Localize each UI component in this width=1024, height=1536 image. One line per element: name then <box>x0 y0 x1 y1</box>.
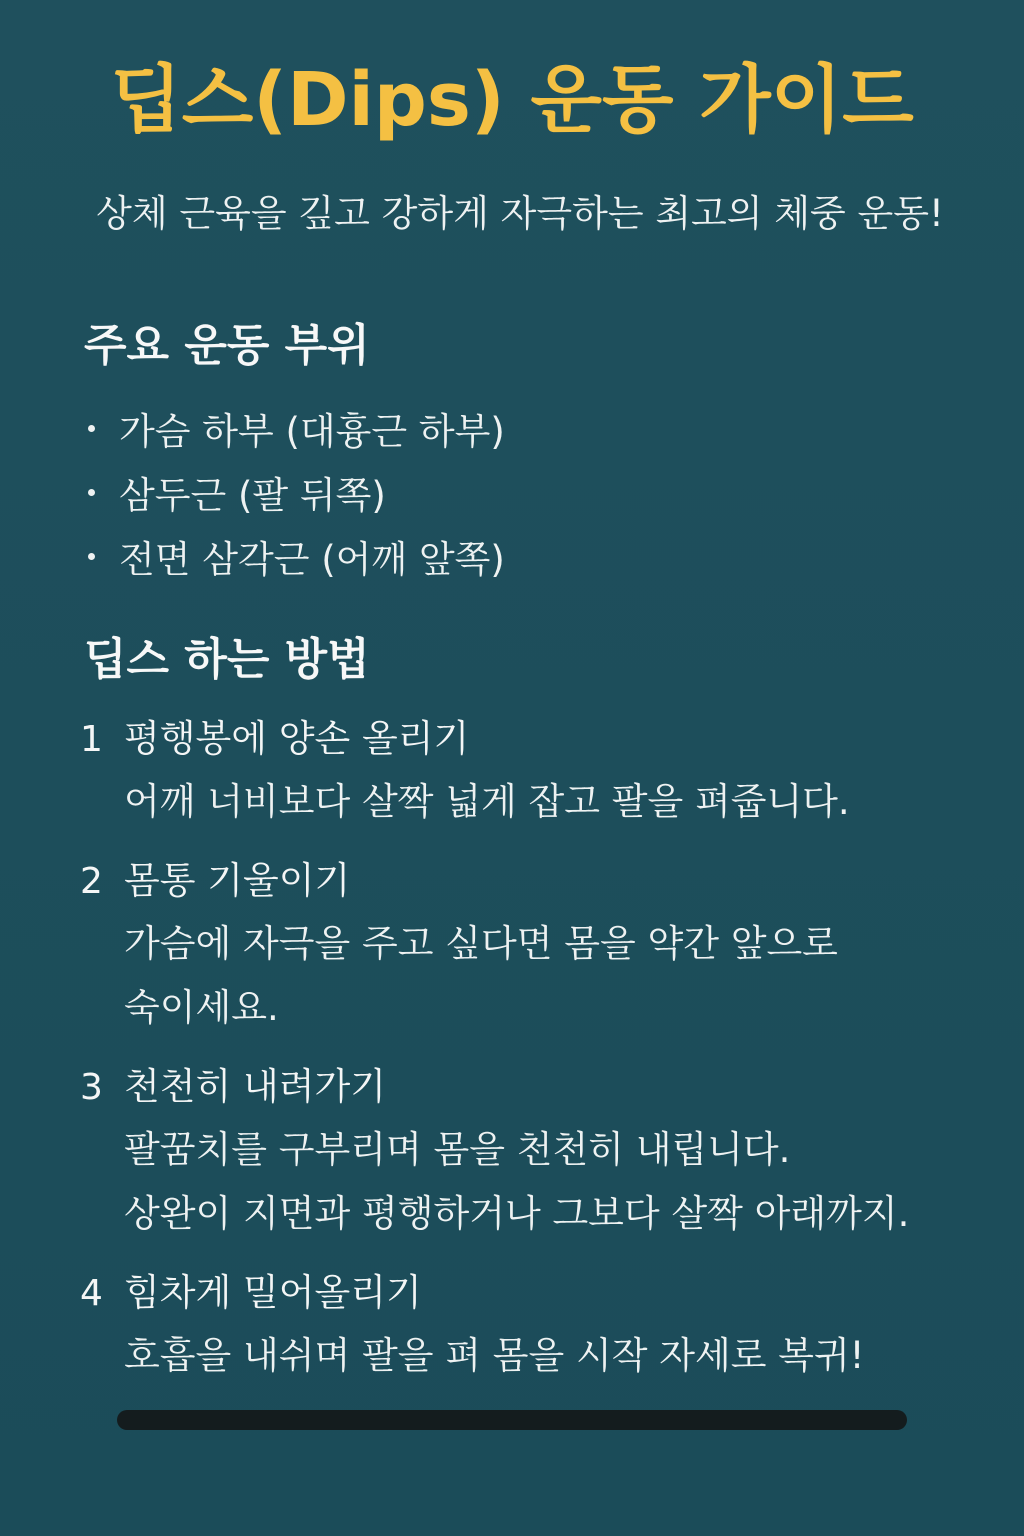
step-description: 상완이 지면과 평행하거나 그보다 살짝 아래까지. <box>124 1192 910 1235</box>
method-heading: 딥스 하는 방법 <box>84 634 370 685</box>
step-4 <box>80 1262 980 1388</box>
step-number: 3 <box>80 1067 103 1108</box>
step-description: 가슴에 자극을 주고 싶다면 몸을 약간 앞으로 <box>124 922 838 965</box>
step-1 <box>80 708 980 834</box>
step-head <box>80 1262 980 1324</box>
step-title: 몸통 기울이기 <box>124 859 351 902</box>
step-description: 팔꿈치를 구부리며 몸을 천천히 내립니다. <box>124 1128 791 1171</box>
method-steps <box>80 708 980 1404</box>
page-subtitle: 상체 근육을 깊고 강하게 자극하는 최고의 체중 운동! <box>96 192 944 235</box>
step-title: 평행봉에 양손 올리기 <box>124 717 470 760</box>
muscle-list <box>84 396 505 588</box>
step-number: 1 <box>80 719 103 760</box>
muscle-item-label: 가슴 하부 (대흉근 하부) <box>119 410 505 453</box>
step-head <box>80 1056 980 1118</box>
bullet-icon <box>88 425 95 432</box>
step-title: 힘차게 밀어올리기 <box>124 1271 422 1314</box>
step-title: 천천히 내려가기 <box>124 1065 386 1108</box>
step-description: 숙이세요. <box>124 986 279 1029</box>
muscle-item-label: 삼두근 (팔 뒤쪽) <box>119 474 386 517</box>
muscle-item-label: 전면 삼각근 (어깨 앞쪽) <box>119 538 505 581</box>
muscle-item-front-delts <box>84 524 505 588</box>
step-description: 어깨 너비보다 살짝 넓게 잡고 팔을 펴줍니다. <box>124 780 850 823</box>
page-title: 딥스(Dips) 운동 가이드 <box>110 57 914 143</box>
step-2 <box>80 850 980 1040</box>
muscle-item-lower-chest <box>84 396 505 460</box>
home-indicator[interactable] <box>117 1410 907 1430</box>
bullet-icon <box>88 489 95 496</box>
step-3 <box>80 1056 980 1246</box>
muscles-heading: 주요 운동 부위 <box>84 320 370 371</box>
bullet-icon <box>88 553 95 560</box>
step-number: 2 <box>80 861 103 902</box>
step-head <box>80 708 980 770</box>
step-head <box>80 850 980 912</box>
step-number: 4 <box>80 1273 103 1314</box>
step-description: 호흡을 내쉬며 팔을 펴 몸을 시작 자세로 복귀! <box>124 1334 865 1377</box>
muscle-item-triceps <box>84 460 505 524</box>
